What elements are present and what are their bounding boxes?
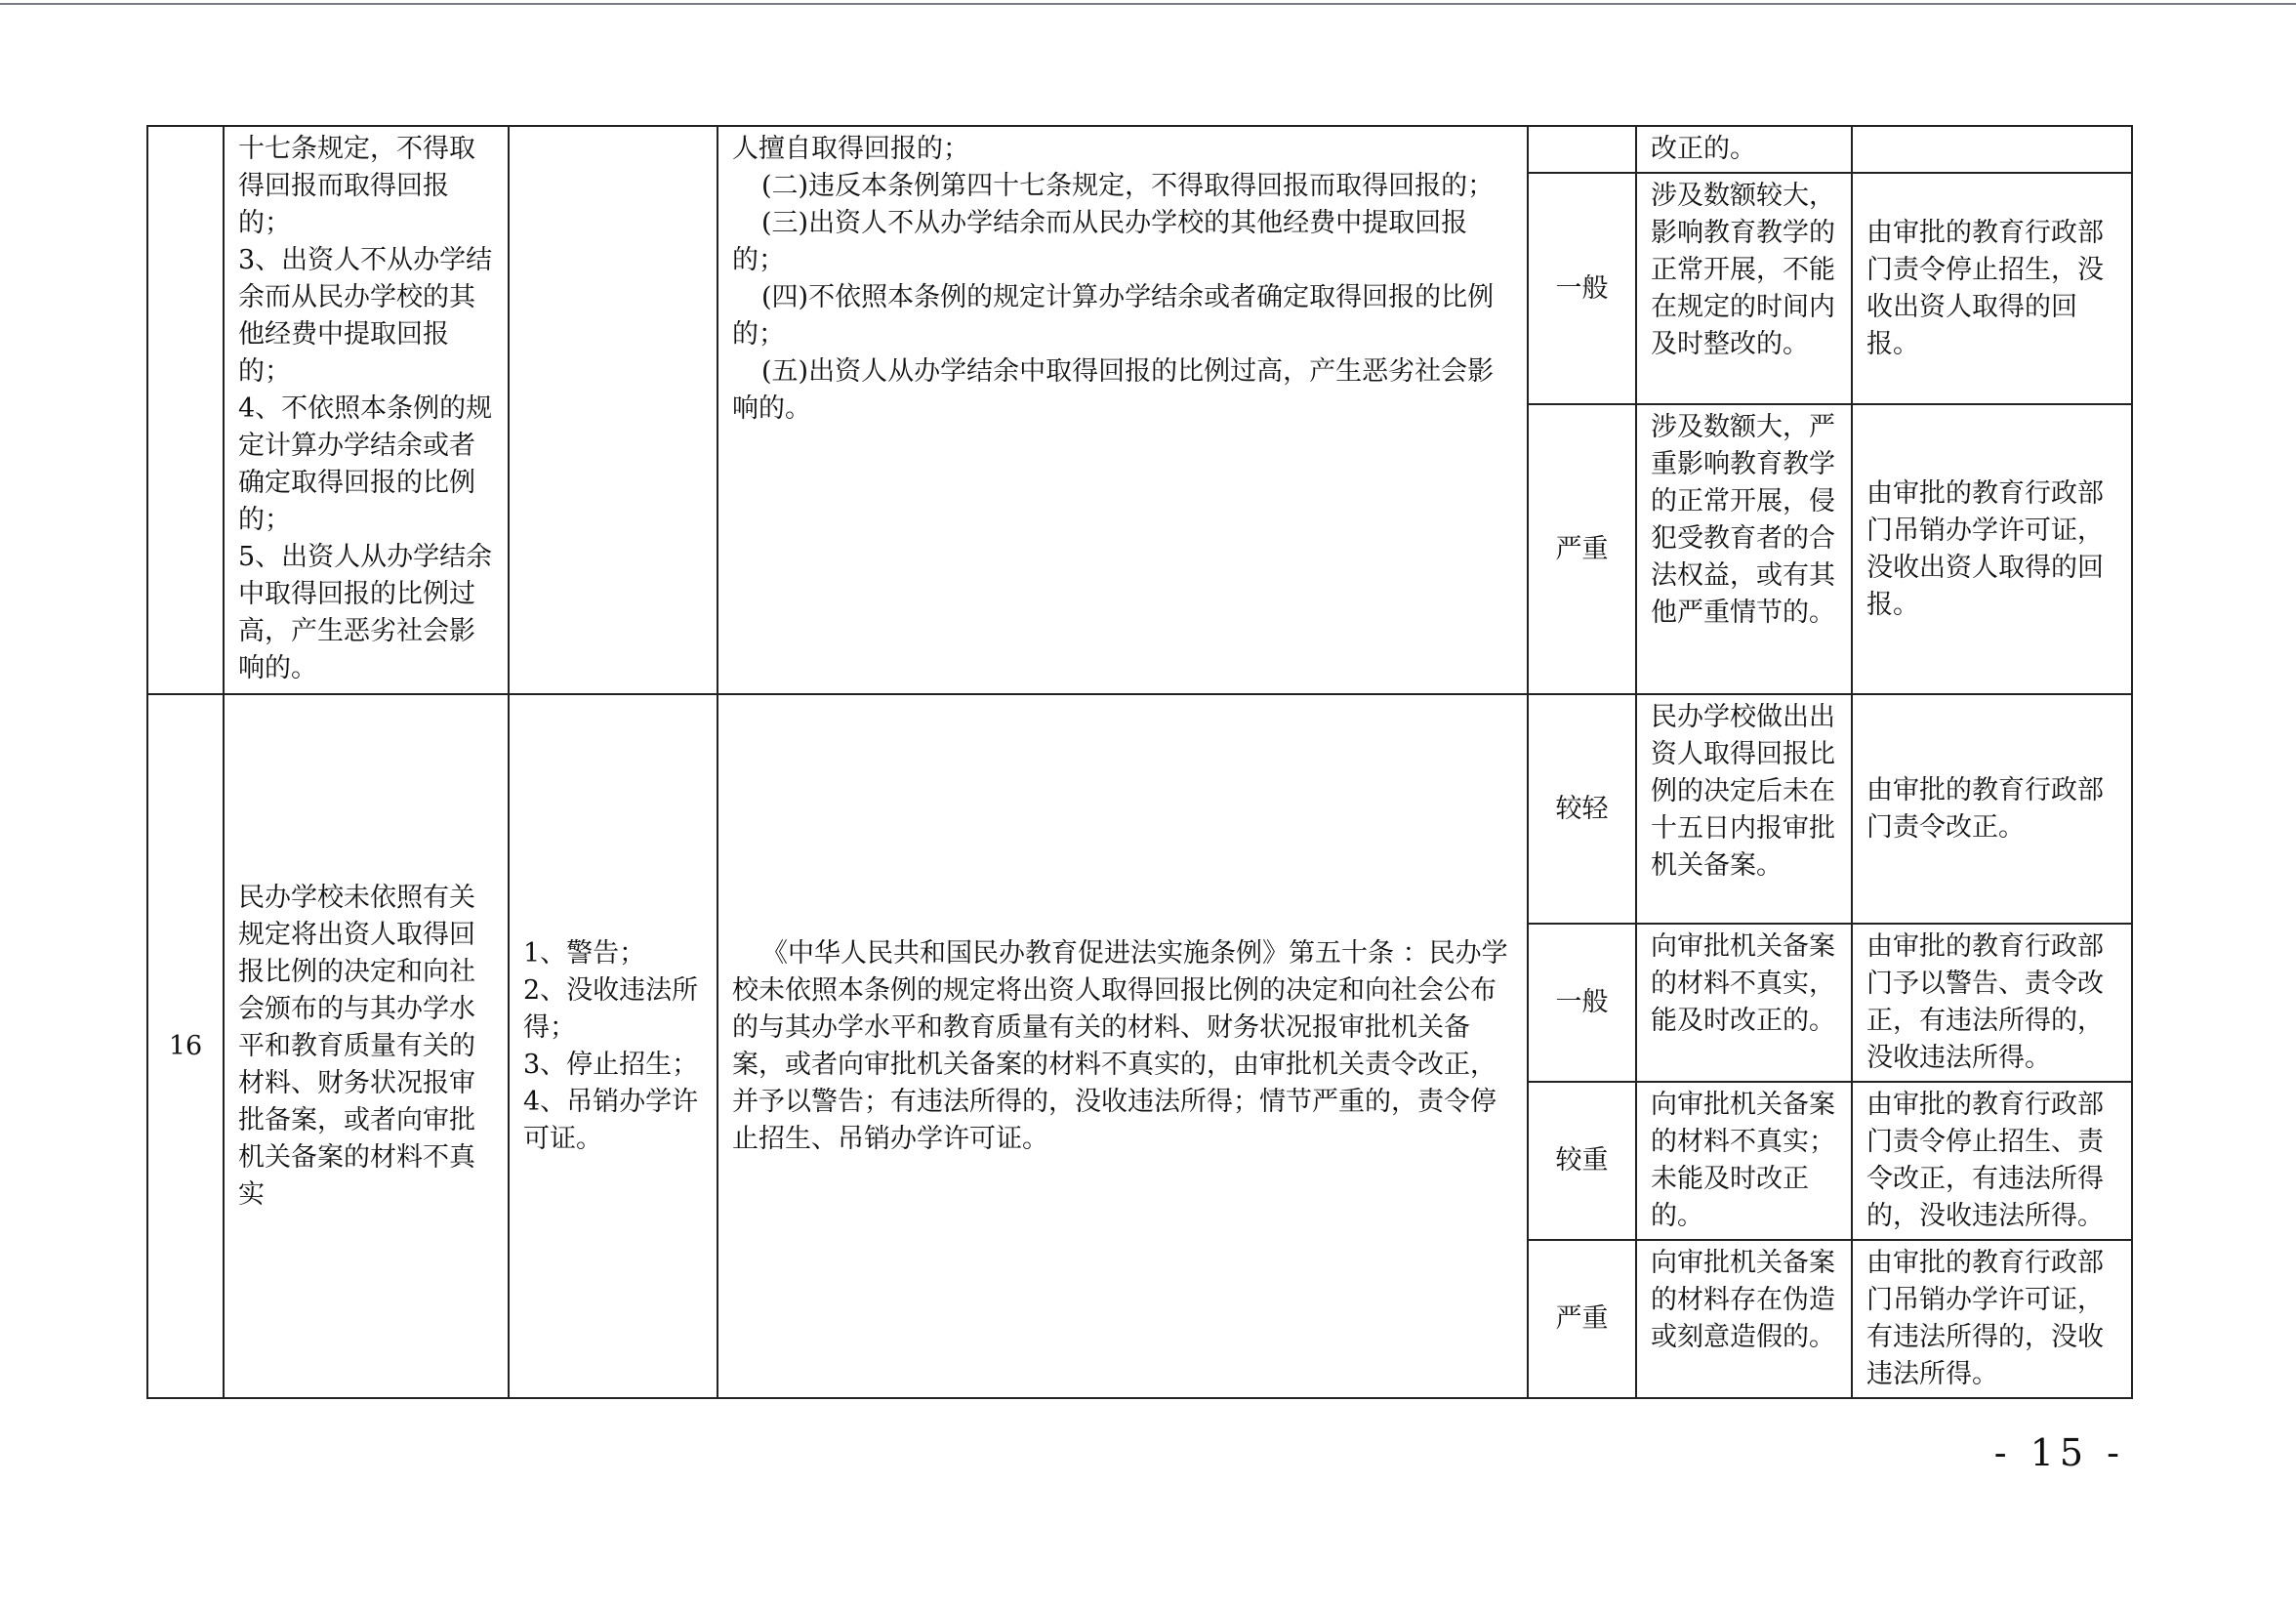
legal-basis-paragraph: (二)违反本条例第四十七条规定，不得取得回报而取得回报的； — [761, 171, 1495, 201]
legal-basis-paragraph: (三)出资人不从办学结余而从民办学校的其他经费中提取回报的； — [732, 208, 1468, 275]
violation-level-cell: 一般 — [1528, 924, 1636, 1082]
circumstance-cell: 向审批机关备案的材料不真实，能及时改正的。 — [1636, 924, 1852, 1082]
illegal-act-cell: 十七条规定，不得取得回报而取得回报的； 3、出资人不从办学结余而从民办学校的其他经费中提取回报的； 4、不依照本条例的规定计算办学结余或者确定取得回报的比例的； 5、出资人从办学结余中取得回报的比例过高，产生恶劣社会影响的。 — [224, 126, 509, 694]
penalty-type-cell: 1、警告； 2、没收违法所得； 3、停止招生； 4、吊销办学许可证。 — [509, 694, 718, 1398]
standard-cell: 由审批的教育行政部门吊销办学许可证，没收出资人取得的回报。 — [1852, 404, 2132, 694]
violation-level-cell: 一般 — [1528, 173, 1636, 404]
table-row — [147, 694, 2132, 924]
circumstance-cell: 涉及数额较大，影响教育教学的正常开展，不能在规定的时间内及时整改的。 — [1636, 173, 1852, 404]
violation-level-cell: 较重 — [1528, 1082, 1636, 1240]
circumstance-cell: 向审批机关备案的材料存在伪造或刻意造假的。 — [1636, 1240, 1852, 1398]
penalty-type-cell — [509, 126, 718, 694]
circumstance-cell: 涉及数额大，严重影响教育教学的正常开展，侵犯受教育者的合法权益，或有其他严重情节的。 — [1636, 404, 1852, 694]
legal-basis-paragraph: 人擅自取得回报的； — [732, 134, 969, 164]
penalty-standard-table — [146, 125, 2133, 1399]
circumstance-cell: 改正的。 — [1636, 126, 1852, 173]
table-row — [147, 126, 2132, 173]
legal-basis-paragraph: (四)不依照本条例的规定计算办学结余或者确定取得回报的比例的； — [732, 282, 1495, 350]
illegal-act-cell: 民办学校未依照有关规定将出资人取得回报比例的决定和向社会颁布的与其办学水平和教育质量有关的材料、财务状况报审批备案，或者向审批机关备案的材料不真实 — [224, 694, 509, 1398]
legal-basis-cell — [718, 126, 1528, 694]
standard-cell: 由审批的教育行政部门责令停止招生、责令改正，有违法所得的，没收违法所得。 — [1852, 1082, 2132, 1240]
standard-cell — [1852, 126, 2132, 173]
legal-basis-paragraph: 《中华人民共和国民办教育促进法实施条例》第五十条 ：民办学校未依照本条例的规定将出资人取得回报比例的决定和向社会公布的与其办学水平和教育质量有关的材料、财务状况报审批机关备案，或者向审批机关备案的材料不真实的，由审批机关责令改正，并予以警告；有违法所得的，没收违法所得；情节严重的，责令停止招生、吊销办学许可证。 — [732, 937, 1508, 1154]
standard-cell: 由审批的教育行政部门责令停止招生，没收出资人取得的回报。 — [1852, 173, 2132, 404]
top-border-line — [0, 3, 2296, 5]
circumstance-cell: 民办学校做出出资人取得回报比例的决定后未在十五日内报审批机关备案。 — [1636, 694, 1852, 924]
violation-level-cell: 严重 — [1528, 404, 1636, 694]
standard-cell: 由审批的教育行政部门吊销办学许可证，有违法所得的，没收违法所得。 — [1852, 1240, 2132, 1398]
page-number: - 15 - — [1993, 1431, 2125, 1474]
row-number — [147, 126, 224, 694]
row-number: 16 — [147, 694, 224, 1398]
standard-cell: 由审批的教育行政部门予以警告、责令改正，有违法所得的，没收违法所得。 — [1852, 924, 2132, 1082]
violation-level-cell — [1528, 126, 1636, 173]
circumstance-cell: 向审批机关备案的材料不真实；未能及时改正的。 — [1636, 1082, 1852, 1240]
violation-level-cell: 严重 — [1528, 1240, 1636, 1398]
standard-cell: 由审批的教育行政部门责令改正。 — [1852, 694, 2132, 924]
legal-basis-cell — [718, 694, 1528, 1398]
legal-basis-paragraph: (五)出资人从办学结余中取得回报的比例过高，产生恶劣社会影响的。 — [732, 356, 1495, 424]
violation-level-cell: 较轻 — [1528, 694, 1636, 924]
